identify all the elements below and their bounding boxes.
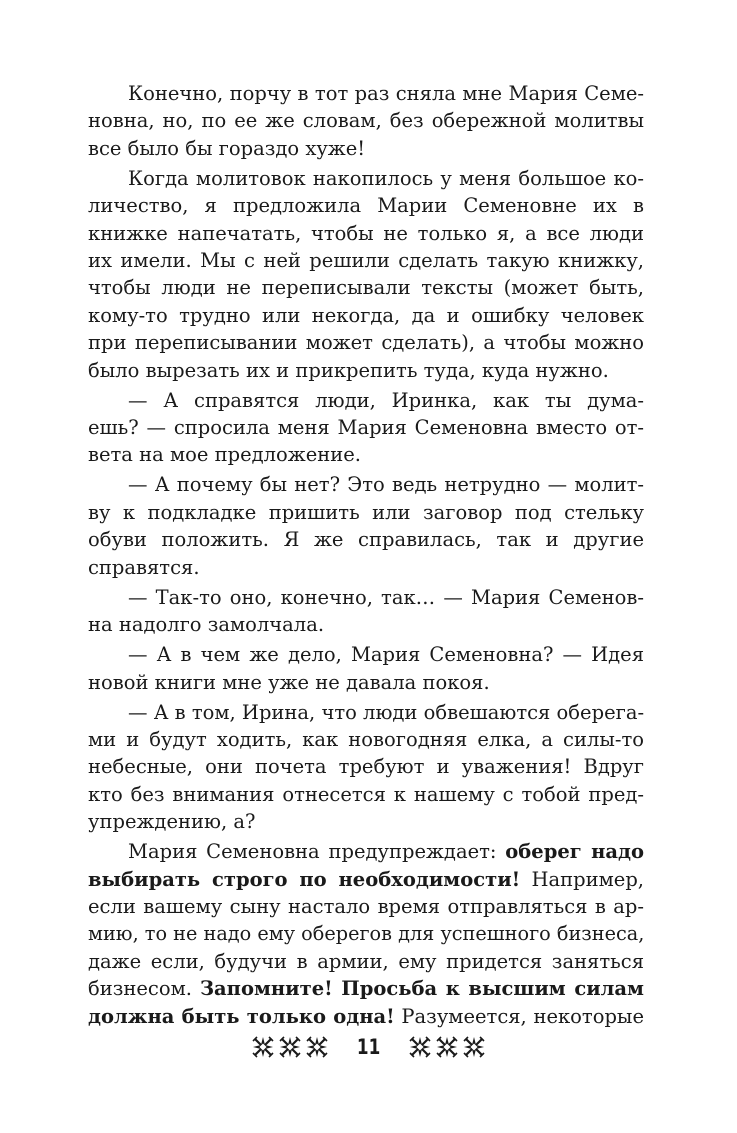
text-line [88,554,644,581]
text-line [88,808,644,835]
text-segment: Конечно, порчу в тот раз сняла мне Мария Семе- [128,82,644,105]
snowflake-ornament-icon [463,1036,485,1058]
text-line [88,866,644,893]
paragraph [88,471,644,581]
bold-text-segment: выбирать строго по необходимости! [88,867,521,891]
text-segment: справятся. [88,555,200,579]
text-segment: Когда молитовок накопилось у меня большое ко- [128,166,644,190]
text-segment: все было бы гораздо хуже! [88,136,366,160]
text-segment: их имели. Мы с ней решили сделать такую книжку, [88,249,644,273]
text-segment: — Так-то оно, конечно, так… — Мария Семенов- [128,585,644,609]
text-segment: небесные, они почета требуют и уважения! Вдруг [88,755,644,779]
text-segment: упреждению, а? [88,810,256,834]
paragraph [88,165,644,384]
text-line [88,135,644,162]
text-line [88,726,644,753]
text-segment: ми и будут ходить, как новогодняя елка, а силы-то [88,727,644,751]
text-segment: было вырезать их и прикрепить туда, куда нужно. [88,358,609,382]
paragraph [88,641,644,696]
page-body-text [88,80,644,1033]
text-line [88,975,644,1002]
page-number: 11 [356,1035,381,1059]
text-line [88,80,644,107]
text-line [88,753,644,780]
text-line [88,641,644,668]
text-line [88,838,644,865]
text-line [88,414,644,441]
text-segment: бизнесом. [88,977,200,1001]
text-segment: — А справятся люди, Иринка, как ты дума- [128,388,644,412]
text-segment: — А почему бы нет? Это ведь нетрудно — молит- [128,473,644,497]
text-line [88,526,644,553]
text-line [88,1003,644,1030]
page-footer [0,1032,737,1062]
bold-text-segment: оберег надо [505,840,644,864]
text-line [88,220,644,247]
text-segment: на надолго замолчала. [88,613,325,637]
text-line [88,781,644,808]
text-line [88,584,644,611]
text-line [88,329,644,356]
text-segment: новна, но, по ее же словам, без обережной молитвы [88,109,644,133]
text-segment: кто без внимания отнесется к нашему с тобой пред- [88,782,644,806]
text-line [88,948,644,975]
text-segment: обуви положить. Я же справилась, так и другие [88,528,644,552]
text-segment: Разумеется, некоторые [394,1004,644,1028]
text-segment: даже если, будучи в армии, ему придется заняться [88,949,644,973]
snowflake-ornament-icon [436,1036,458,1058]
text-segment: кому-то трудно или некогда, да и ошибку человек [88,303,644,327]
text-segment: мию, то не надо ему оберегов для успешного бизнеса, [88,922,645,946]
text-segment: ешь? — спросила меня Мария Семеновна вместо от- [88,416,644,440]
ornament-group-left [252,1036,328,1058]
text-segment: при переписывании может сделать), а чтобы можно [88,331,644,355]
text-segment: личество, я предложила Марии Семеновне их в [88,194,644,218]
text-line [88,192,644,219]
text-line [88,920,644,947]
snowflake-ornament-icon [409,1036,431,1058]
text-line [88,357,644,384]
text-segment: Например, [520,867,645,891]
snowflake-ornament-icon [252,1036,274,1058]
paragraph [88,387,644,469]
text-line [88,471,644,498]
snowflake-ornament-icon [306,1036,328,1058]
text-line [88,893,644,920]
text-line [88,441,644,468]
paragraph [88,584,644,639]
text-line [88,611,644,638]
text-line [88,107,644,134]
bold-text-segment: Запомните! Просьба к высшим силам [199,977,645,1001]
text-segment: ву к подкладке пришить или заговор под стельку [88,500,644,524]
snowflake-ornament-icon [279,1036,301,1058]
text-segment: новой книги мне уже не давала покоя. [88,670,490,694]
text-segment: если вашему сыну настало время отправляться в ар- [88,894,644,918]
text-segment: — А в том, Ирина, что люди обвешаются оберега- [128,700,645,724]
text-segment: — А в чем же дело, Мария Семеновна? — Идея [128,643,644,667]
text-line [88,387,644,414]
text-segment: Мария Семеновна предупреждает: [128,840,506,864]
text-line [88,274,644,301]
text-line [88,247,644,274]
paragraph [88,699,644,836]
text-line [88,669,644,696]
text-segment: книжке напечатать, чтобы не только я, а все люди [88,221,644,245]
bold-text-segment: должна быть только одна! [88,1004,395,1028]
text-line [88,499,644,526]
text-line [88,699,644,726]
text-segment: вета на мое предложение. [88,443,361,467]
paragraph [88,838,644,1030]
paragraph [88,80,644,162]
text-segment: чтобы люди не переписывали тексты (может быть, [88,276,644,300]
text-line [88,302,644,329]
ornament-group-right [409,1036,485,1058]
text-line [88,165,644,192]
